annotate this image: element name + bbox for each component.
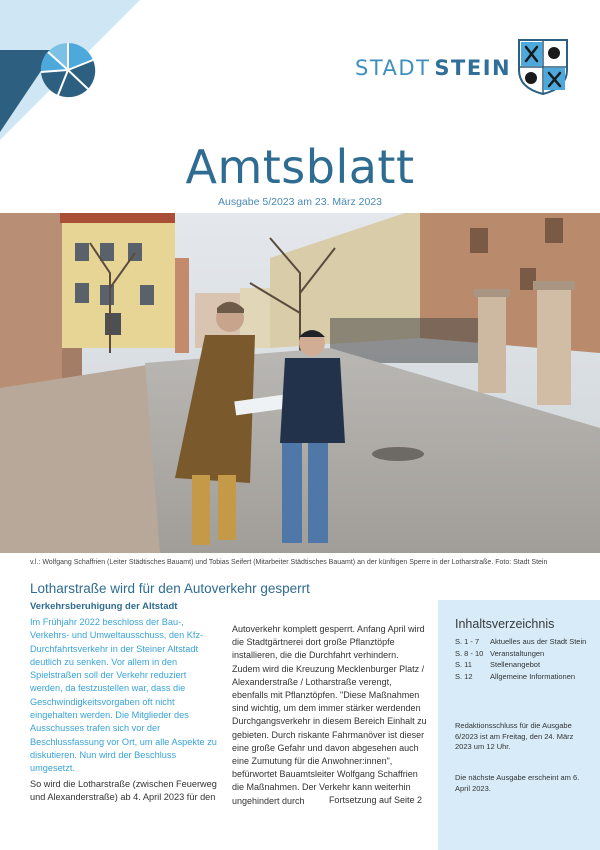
toc-item-pages: S. 12 — [455, 671, 473, 681]
toc-item-label: Veranstaltungen — [490, 648, 545, 658]
continued-link[interactable]: Fortsetzung auf Seite 2 — [328, 795, 422, 805]
article-headline: Lotharstraße wird für den Autoverkehr gesperrt — [30, 581, 310, 596]
brand-bold: STEIN — [434, 56, 512, 80]
street-photo — [0, 213, 600, 553]
toc-item-label: Aktuelles aus der Stadt Stein — [490, 637, 587, 646]
article-lead: Im Frühjahr 2022 beschloss der Bau-, Verkehrs- und Umweltausschuss, den Kfz-Durchfahrtsverkehr in der Steiner Altstadt deutlich zu senken. Vor allem in den Spielstraßen soll der Verkehr reduziert werden, da festzustellen war, dass die Geschwindigkeitsvorgaben oft nicht eingehalten werden. Die Mitglieder des Ausschusses trafen sich vor der Beschlussfassung vor Ort, um alle Aspekte zu diskutieren. Nun wird der Beschluss umgesetzt. — [30, 617, 217, 774]
issue-date: Ausgabe 5/2023 am 23. März 2023 — [217, 196, 383, 208]
next-issue-note: Die nächste Ausgabe erscheint am 6. April 2023. — [455, 773, 580, 793]
toc-item[interactable] — [455, 660, 595, 671]
masthead-title: Amtsblatt — [185, 140, 415, 194]
toc-item-label: Stellenangebot — [490, 660, 541, 669]
toc-item-pages: S. 8 - 10 — [455, 648, 484, 658]
article-body-col2: Autoverkehr komplett gesperrt. Anfang April wird die Stadtgärtnerei dort große Pflanztöpfe installieren, die die Durchfahrt verhindern. Zudem wird die Kreuzung Mecklenburger Platz / Alexanderstraße / Lotharstraße verengt, ebenfalls mit Pflanztöpfen. "Diese Maßnahmen sind wichtig, um dem immer stärker werdenden Durchgangsverkehr in diesem Bereich Einhalt zu gebieten. Durch riskante Fahrmanöver ist dieser eine große Gefahr und davon abgesehen auch eine Zumutung für die Anwohner:innen", befürwortet Bauamtsleiter Wolfgang Schaffrien die Maßnahmen. Der Verkehr kann weiterhin ungehindert durch — [232, 624, 427, 806]
toc-item[interactable] — [455, 672, 595, 683]
toc-list — [455, 637, 595, 683]
toc-item-label: Allgemeine Informationen — [490, 671, 576, 681]
toc-item[interactable] — [455, 649, 595, 660]
toc-item-pages: S. 1 - 7 — [455, 637, 480, 646]
corner-logo-graphic — [0, 0, 140, 140]
brand-wordmark — [355, 56, 511, 80]
coat-of-arms-icon — [517, 38, 569, 96]
toc-item-pages: S. 11 — [455, 660, 472, 669]
article-subheadline: Verkehrsberuhigung der Altstadt — [30, 601, 178, 612]
toc-item[interactable] — [455, 637, 595, 648]
deadline-note: Redaktionsschluss für die Ausgabe 6/2023 ist am Freitag, den 24. März 2023 um 12 Uhr. — [455, 721, 574, 751]
segmented-circle-logo-icon — [41, 43, 95, 97]
photo-caption: v.l.: Wolfgang Schaffrien (Leiter Städtisches Bauamt) und Tobias Seifert (Mitarbeiter Städtisches Bauamt) an der künftigen Sperre in der Lotharstraße. Foto: Stadt Stein — [30, 559, 548, 566]
toc-title: Inhaltsverzeichnis — [455, 617, 555, 631]
brand-light: STADT — [355, 56, 431, 80]
article-body-col1: So wird die Lotharstraße (zwischen Feuerweg und Alexanderstraße) ab 4. April 2023 für den — [30, 779, 217, 803]
